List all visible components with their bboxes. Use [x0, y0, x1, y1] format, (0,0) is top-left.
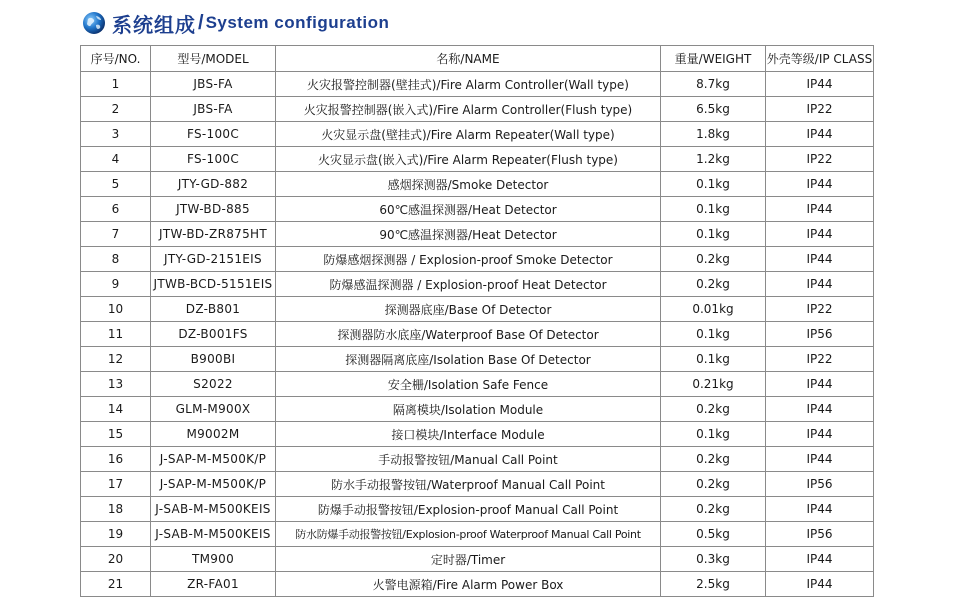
- cell-name: 感烟探测器/Smoke Detector: [276, 172, 661, 197]
- cell-ip-class: IP44: [766, 197, 874, 222]
- cell-weight: 0.2kg: [661, 472, 766, 497]
- cell-no: 11: [81, 322, 151, 347]
- cell-model: GLM-M900X: [151, 397, 276, 422]
- cell-model: FS-100C: [151, 122, 276, 147]
- cell-ip-class: IP44: [766, 72, 874, 97]
- cell-model: JTY-GD-882: [151, 172, 276, 197]
- cell-ip-class: IP22: [766, 347, 874, 372]
- table-row: [81, 247, 874, 272]
- cell-ip-class: IP56: [766, 472, 874, 497]
- cell-name: 火灾报警控制器(嵌入式)/Fire Alarm Controller(Flush type): [276, 97, 661, 122]
- cell-model: JTWB-BCD-5151EIS: [151, 272, 276, 297]
- cell-name: 探测器防水底座/Waterproof Base Of Detector: [276, 322, 661, 347]
- cell-weight: 6.5kg: [661, 97, 766, 122]
- table-row: [81, 397, 874, 422]
- cell-model: M9002M: [151, 422, 276, 447]
- table-body: [81, 72, 874, 597]
- cell-name: 90℃感温探测器/Heat Detector: [276, 222, 661, 247]
- cell-ip-class: IP44: [766, 447, 874, 472]
- cell-no: 6: [81, 197, 151, 222]
- cell-model: FS-100C: [151, 147, 276, 172]
- table-row: [81, 447, 874, 472]
- cell-no: 13: [81, 372, 151, 397]
- cell-weight: 0.1kg: [661, 222, 766, 247]
- cell-ip-class: IP22: [766, 147, 874, 172]
- cell-ip-class: IP22: [766, 297, 874, 322]
- cell-ip-class: IP22: [766, 97, 874, 122]
- cell-no: 3: [81, 122, 151, 147]
- cell-weight: 0.1kg: [661, 322, 766, 347]
- cell-weight: 0.5kg: [661, 522, 766, 547]
- cell-model: JBS-FA: [151, 97, 276, 122]
- cell-name: 安全栅/Isolation Safe Fence: [276, 372, 661, 397]
- cell-name: 火灾报警控制器(壁挂式)/Fire Alarm Controller(Wall type): [276, 72, 661, 97]
- cell-model: JTW-BD-885: [151, 197, 276, 222]
- cell-model: TM900: [151, 547, 276, 572]
- table-row: [81, 272, 874, 297]
- cell-weight: 0.2kg: [661, 397, 766, 422]
- cell-model: DZ-B001FS: [151, 322, 276, 347]
- cell-ip-class: IP56: [766, 322, 874, 347]
- cell-ip-class: IP56: [766, 522, 874, 547]
- table-row: [81, 222, 874, 247]
- cell-no: 4: [81, 147, 151, 172]
- cell-weight: 0.01kg: [661, 297, 766, 322]
- table-row: [81, 297, 874, 322]
- cell-no: 17: [81, 472, 151, 497]
- table-row: [81, 572, 874, 597]
- cell-weight: 0.3kg: [661, 547, 766, 572]
- table-row: [81, 172, 874, 197]
- table-row: [81, 197, 874, 222]
- table-row: [81, 97, 874, 122]
- cell-ip-class: IP44: [766, 122, 874, 147]
- cell-weight: 0.1kg: [661, 197, 766, 222]
- cell-no: 21: [81, 572, 151, 597]
- column-header-no: 序号/NO.: [81, 46, 151, 72]
- cell-name: 火警电源箱/Fire Alarm Power Box: [276, 572, 661, 597]
- cell-model: J-SAB-M-M500KEIS: [151, 522, 276, 547]
- section-header: [82, 8, 389, 38]
- cell-weight: 0.2kg: [661, 497, 766, 522]
- system-configuration-table: [80, 45, 874, 597]
- cell-model: ZR-FA01: [151, 572, 276, 597]
- cell-name: 探测器底座/Base Of Detector: [276, 297, 661, 322]
- cell-ip-class: IP44: [766, 222, 874, 247]
- table-header-row: [81, 46, 874, 72]
- cell-name: 防爆手动报警按钮/Explosion-proof Manual Call Point: [276, 497, 661, 522]
- cell-model: J-SAP-M-M500K/P: [151, 472, 276, 497]
- cell-name: 火灾显示盘(嵌入式)/Fire Alarm Repeater(Flush type): [276, 147, 661, 172]
- cell-ip-class: IP44: [766, 272, 874, 297]
- cell-no: 20: [81, 547, 151, 572]
- cell-name: 防水手动报警按钮/Waterproof Manual Call Point: [276, 472, 661, 497]
- cell-ip-class: IP44: [766, 247, 874, 272]
- cell-no: 10: [81, 297, 151, 322]
- cell-model: JTY-GD-2151EIS: [151, 247, 276, 272]
- column-header-name: 名称/NAME: [276, 46, 661, 72]
- cell-no: 9: [81, 272, 151, 297]
- cell-weight: 0.1kg: [661, 347, 766, 372]
- table-row: [81, 522, 874, 547]
- cell-model: JBS-FA: [151, 72, 276, 97]
- cell-no: 2: [81, 97, 151, 122]
- cell-ip-class: IP44: [766, 372, 874, 397]
- cell-weight: 0.21kg: [661, 372, 766, 397]
- title-separator: /: [198, 11, 204, 34]
- title-english: System configuration: [205, 13, 390, 32]
- cell-weight: 8.7kg: [661, 72, 766, 97]
- cell-name: 隔离模块/Isolation Module: [276, 397, 661, 422]
- cell-model: DZ-B801: [151, 297, 276, 322]
- cell-ip-class: IP44: [766, 497, 874, 522]
- cell-name: 防爆感温探测器 / Explosion-proof Heat Detector: [276, 272, 661, 297]
- cell-name: 定时器/Timer: [276, 547, 661, 572]
- table-row: [81, 322, 874, 347]
- cell-name: 火灾显示盘(壁挂式)/Fire Alarm Repeater(Wall type): [276, 122, 661, 147]
- cell-no: 5: [81, 172, 151, 197]
- title-chinese: 系统组成: [112, 12, 196, 37]
- cell-no: 8: [81, 247, 151, 272]
- cell-model: JTW-BD-ZR875HT: [151, 222, 276, 247]
- cell-model: B900BI: [151, 347, 276, 372]
- cell-model: S2022: [151, 372, 276, 397]
- cell-name: 60℃感温探测器/Heat Detector: [276, 197, 661, 222]
- cell-no: 19: [81, 522, 151, 547]
- cell-weight: 0.1kg: [661, 422, 766, 447]
- cell-weight: 1.2kg: [661, 147, 766, 172]
- cell-no: 18: [81, 497, 151, 522]
- cell-no: 12: [81, 347, 151, 372]
- cell-model: J-SAP-M-M500K/P: [151, 447, 276, 472]
- table-row: [81, 497, 874, 522]
- cell-no: 16: [81, 447, 151, 472]
- table-row: [81, 347, 874, 372]
- table-row: [81, 372, 874, 397]
- cell-ip-class: IP44: [766, 547, 874, 572]
- column-header-ip-class: 外壳等级/IP CLASS: [766, 46, 874, 72]
- cell-weight: 0.1kg: [661, 172, 766, 197]
- cell-name: 探测器隔离底座/Isolation Base Of Detector: [276, 347, 661, 372]
- cell-weight: 2.5kg: [661, 572, 766, 597]
- cell-name: 手动报警按钮/Manual Call Point: [276, 447, 661, 472]
- column-header-model: 型号/MODEL: [151, 46, 276, 72]
- cell-no: 15: [81, 422, 151, 447]
- cell-name: 防水防爆手动报警按钮/Explosion-proof Waterproof Manual Call Point: [276, 522, 661, 547]
- table-row: [81, 422, 874, 447]
- cell-no: 1: [81, 72, 151, 97]
- cell-name: 防爆感烟探测器 / Explosion-proof Smoke Detector: [276, 247, 661, 272]
- table-row: [81, 147, 874, 172]
- cell-weight: 0.2kg: [661, 247, 766, 272]
- cell-ip-class: IP44: [766, 397, 874, 422]
- cell-weight: 0.2kg: [661, 447, 766, 472]
- table-row: [81, 72, 874, 97]
- cell-model: J-SAB-M-M500KEIS: [151, 497, 276, 522]
- cell-name: 接口模块/Interface Module: [276, 422, 661, 447]
- cell-ip-class: IP44: [766, 172, 874, 197]
- column-header-weight: 重量/WEIGHT: [661, 46, 766, 72]
- globe-icon: [82, 11, 106, 35]
- cell-ip-class: IP44: [766, 422, 874, 447]
- cell-weight: 0.2kg: [661, 272, 766, 297]
- cell-weight: 1.8kg: [661, 122, 766, 147]
- cell-no: 7: [81, 222, 151, 247]
- table-row: [81, 472, 874, 497]
- cell-ip-class: IP44: [766, 572, 874, 597]
- table-row: [81, 547, 874, 572]
- table-row: [81, 122, 874, 147]
- cell-no: 14: [81, 397, 151, 422]
